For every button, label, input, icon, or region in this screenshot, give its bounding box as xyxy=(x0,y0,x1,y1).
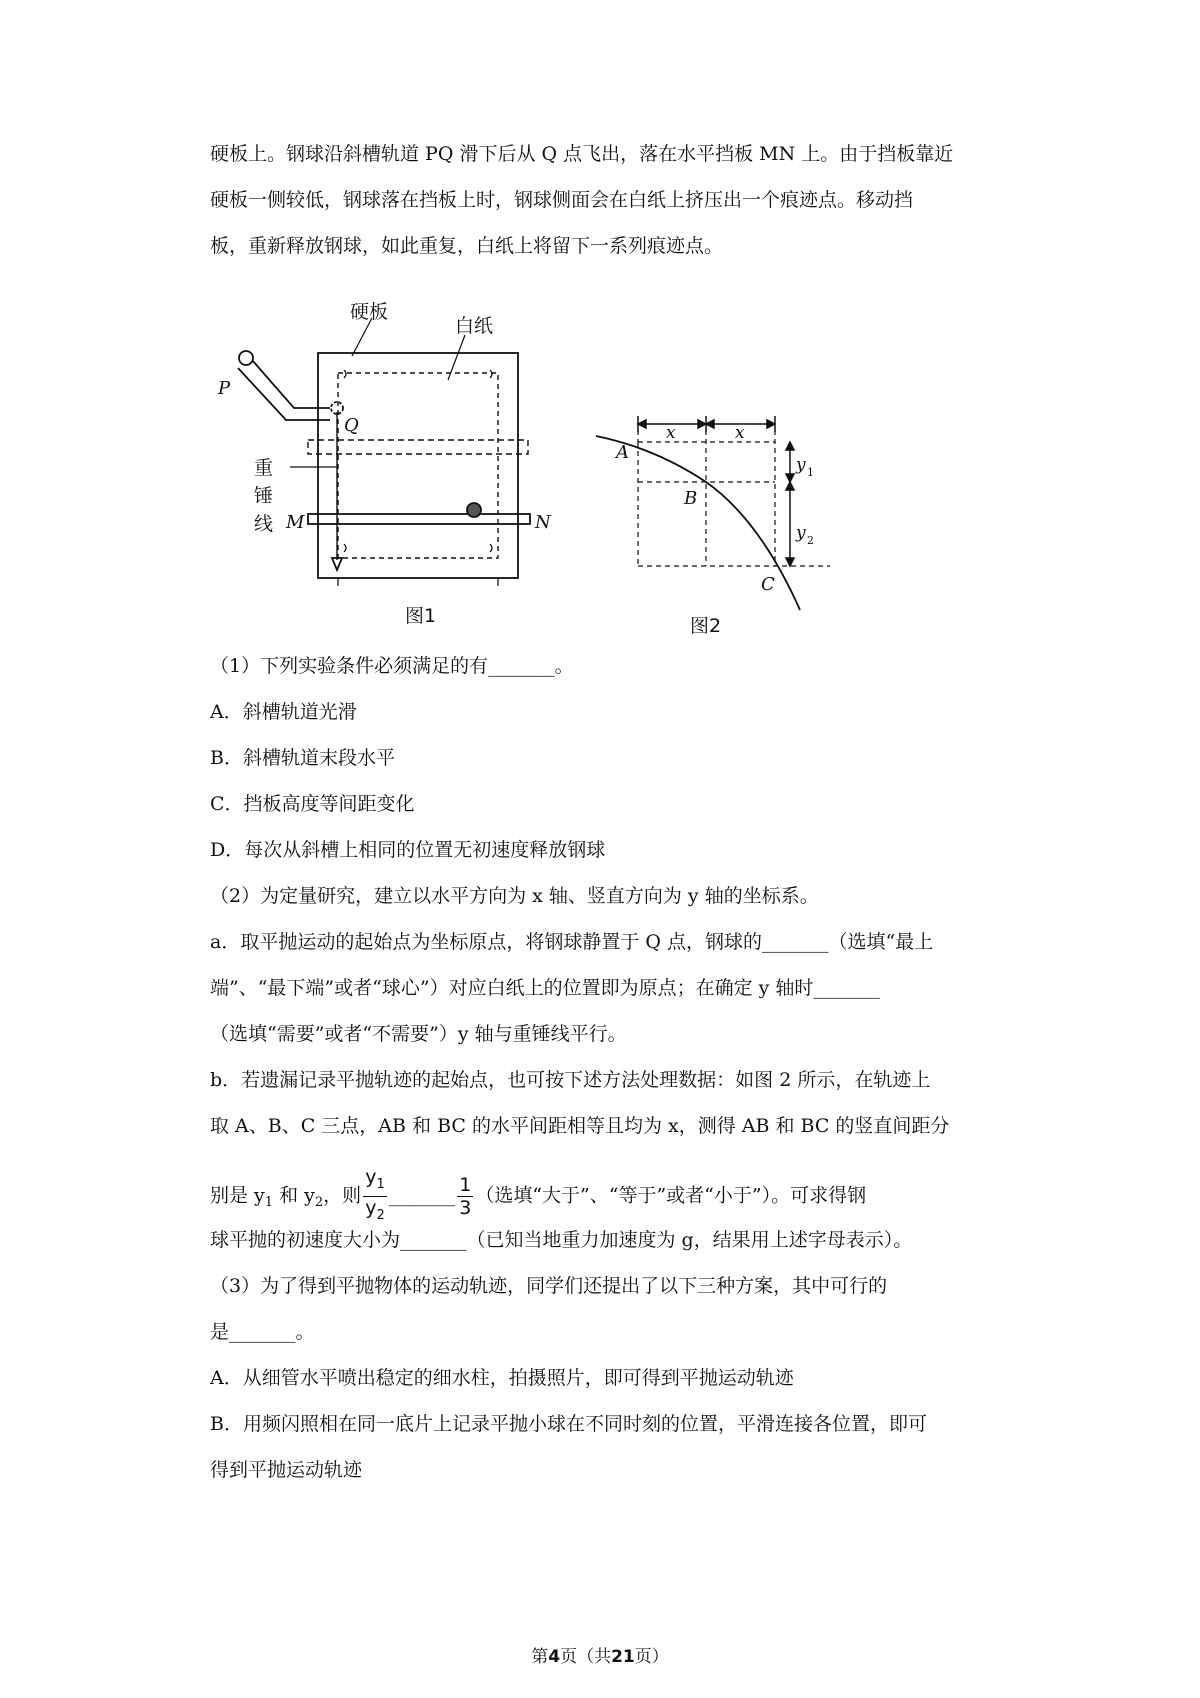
b-line3-then: ，则 xyxy=(323,1184,362,1207)
q1-option-D: D．每次从斜槽上相同的位置无初速度释放钢球 xyxy=(210,839,606,861)
fig1-N-label: N xyxy=(535,512,551,533)
q3-stem-line-2: 是_______。 xyxy=(210,1321,315,1343)
q1-option-C: C．挡板高度等间距变化 xyxy=(210,793,415,815)
q2-b-line-1: b．若遗漏记录平抛轨迹的起始点，也可按下述方法处理数据：如图 2 所示，在轨迹上 xyxy=(210,1069,931,1091)
intro-line-3: 板，重新释放钢球，如此重复，白纸上将留下一系列痕迹点。 xyxy=(210,235,724,257)
b-line3-sub2: 2 xyxy=(314,1195,324,1211)
frac1-num: y xyxy=(365,1166,377,1188)
q2-a-line-3: （选填“需要”或者“不需要”）y 轴与重锤线平行。 xyxy=(210,1023,627,1045)
q1-stem: （1）下列实验条件必须满足的有_______。 xyxy=(210,655,574,677)
b-line3-blank: _______ xyxy=(388,1184,456,1207)
fig2-y2-sub: 2 xyxy=(807,534,814,547)
paper-leader xyxy=(448,335,465,380)
fig2-B-label: B xyxy=(684,488,698,509)
fig1-plumb-label-1: 重 xyxy=(254,457,274,479)
page-footer xyxy=(0,1642,1200,1667)
fig1-paper-label: 白纸 xyxy=(455,315,494,337)
q2-a-line-2: 端”、“最下端”或者“球心”）对应白纸上的位置即为原点；在确定 y 轴时_______ xyxy=(210,977,880,999)
intro-line-2: 硬板一侧较低，钢球落在挡板上时，钢球侧面会在白纸上挤压出一个痕迹点。移动挡 xyxy=(210,189,914,211)
footer-mid: 页（共 xyxy=(560,1647,612,1667)
steel-ball xyxy=(467,503,481,517)
footer-post: 页） xyxy=(634,1647,669,1667)
fig1-plumb-label-3: 线 xyxy=(254,513,274,535)
fig2-x1-label: x xyxy=(666,423,676,443)
q2-b-line-2: 取 A、B、C 三点，AB 和 BC 的水平间距相等且均为 x，测得 AB 和 BC 的竖直间距分 xyxy=(210,1115,950,1137)
b-line3-sub1: 1 xyxy=(264,1195,274,1211)
footer-total-pages: 21 xyxy=(611,1647,635,1667)
fig1-board-label: 硬板 xyxy=(350,301,389,323)
fig2-y2-label: y xyxy=(796,523,806,543)
frac2-den: 3 xyxy=(459,1196,472,1219)
frac1-den: y xyxy=(365,1196,377,1219)
q3-option-B-line-1: B．用频闪照相在同一底片上记录平抛小球在不同时刻的位置，平滑连接各位置，即可 xyxy=(210,1413,927,1435)
fig1-caption: 图1 xyxy=(405,605,437,627)
figure-2-trajectory xyxy=(596,416,830,610)
ball-at-Q xyxy=(331,402,343,414)
dashed-plank xyxy=(308,440,528,454)
q3-option-A: A．从细管水平喷出稳定的细水柱，拍摄照片，即可得到平抛运动轨迹 xyxy=(210,1367,794,1389)
intro-line-1: 硬板上。钢球沿斜槽轨道 PQ 滑下后从 Q 点飞出，落在水平挡板 MN 上。由于挡板靠近 xyxy=(210,143,954,165)
fig1-Q-label: Q xyxy=(344,415,359,436)
q1-option-A: A．斜槽轨道光滑 xyxy=(210,701,357,723)
fig2-dashed-grid xyxy=(638,430,830,566)
fraction-y1-over-y2 xyxy=(363,1166,387,1227)
frac1-num-sub: 1 xyxy=(376,1176,385,1192)
q1-option-B: B．斜槽轨道末段水平 xyxy=(210,747,395,769)
footer-page-number: 4 xyxy=(548,1647,561,1667)
fig2-C-label: C xyxy=(761,574,775,595)
hard-board xyxy=(318,353,518,578)
trajectory-curve xyxy=(596,436,800,610)
plumb-bob xyxy=(332,558,342,570)
q2-b-line-3 xyxy=(210,1166,1030,1227)
board-leader xyxy=(352,318,372,356)
q2-b-line-4: 球平抛的初速度大小为_______（已知当地重力加速度为 g，结果用上述字母表示）。 xyxy=(210,1229,913,1251)
q2-stem: （2）为定量研究，建立以水平方向为 x 轴、竖直方向为 y 轴的坐标系。 xyxy=(210,885,819,907)
fig1-P-label: P xyxy=(218,378,231,399)
b-line3-post: （选填“大于”、“等于”或者“小于”）。可求得钢 xyxy=(475,1184,867,1207)
b-line3-pre: 别是 y xyxy=(210,1184,265,1207)
white-paper xyxy=(338,373,498,558)
baffle-MN xyxy=(308,514,530,524)
figure-1-apparatus xyxy=(238,318,530,586)
b-line3-mid: 和 y xyxy=(279,1184,315,1207)
q3-stem-line-1: （3）为了得到平抛物体的运动轨迹，同学们还提出了以下三种方案，其中可行的 xyxy=(210,1275,888,1297)
fig2-caption: 图2 xyxy=(690,615,722,637)
incline-track-lower xyxy=(252,360,330,408)
incline-track-upper xyxy=(238,368,330,420)
q3-option-B-line-2: 得到平抛运动轨迹 xyxy=(210,1459,363,1481)
fig2-y1-sub: 1 xyxy=(807,466,814,479)
footer-pre: 第 xyxy=(531,1647,549,1667)
fig2-x2-label: x xyxy=(735,423,745,443)
fig1-plumb-label-2: 锤 xyxy=(254,485,274,507)
fig2-A-label: A xyxy=(616,442,629,463)
frac2-num: 1 xyxy=(459,1173,472,1196)
fraction-one-third xyxy=(457,1174,473,1219)
q2-a-line-1: a．取平抛运动的起始点为坐标原点，将钢球静置于 Q 点，钢球的_______（选填“最上 xyxy=(210,931,934,953)
ball-at-P xyxy=(239,351,253,365)
fig1-M-label: M xyxy=(286,512,305,533)
frac1-den-sub: 2 xyxy=(376,1207,385,1223)
fig2-y1-label: y xyxy=(796,455,806,475)
